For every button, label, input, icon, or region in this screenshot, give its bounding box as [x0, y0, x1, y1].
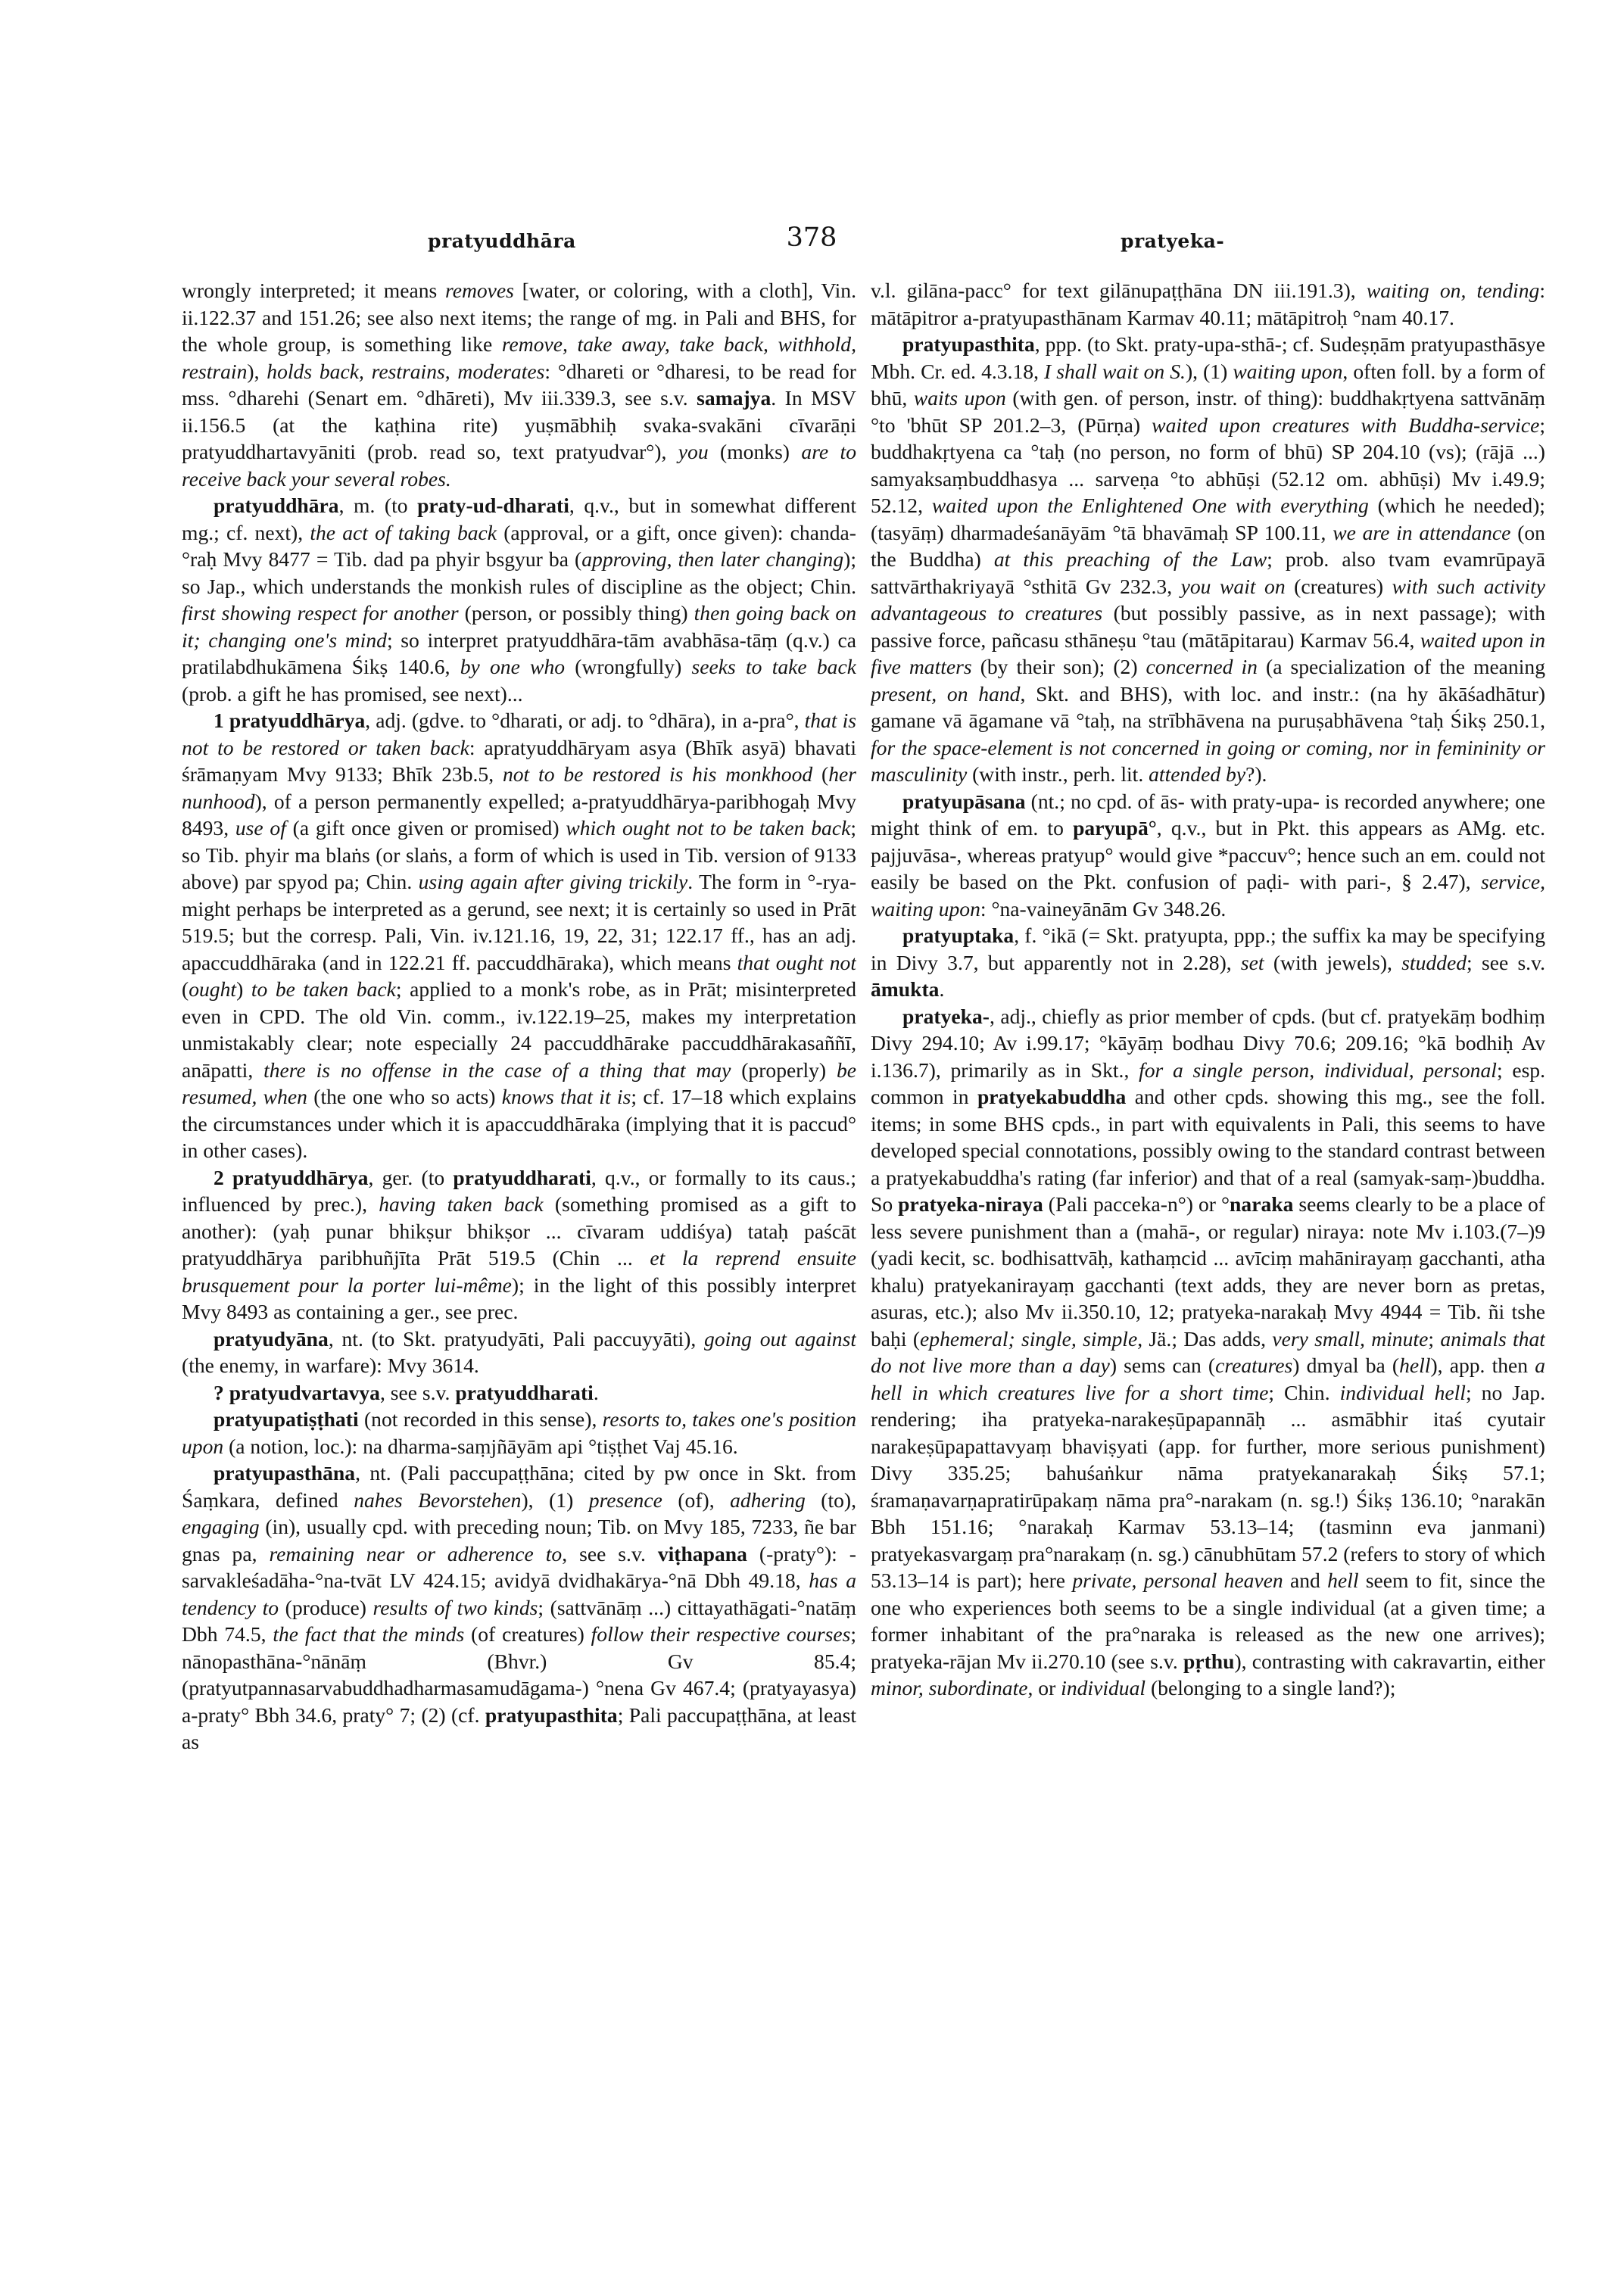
entry-continuation — [871, 277, 1545, 331]
gloss-italic: having taken back — [379, 1192, 544, 1216]
headword: pratyupāsana — [902, 789, 1026, 813]
gloss-italic: at this preaching of the Law — [993, 547, 1267, 571]
entry-text: , or — [1027, 1676, 1061, 1699]
entry-text: ) dmyal ba ( — [1292, 1354, 1400, 1377]
entry-text: (to), — [805, 1488, 856, 1512]
entry-text: (with jewels), — [1264, 950, 1402, 974]
gloss-italic: resorts to, takes one's position upon — [182, 1407, 856, 1458]
entry-text: , adj. (gdve. to °dharati, or adj. to °dhāra), in a-pra°, — [365, 709, 805, 732]
entry-text: , nt. (Pali paccupaṭṭhāna; cited by pw once in Skt. from Śaṃkara, defined — [182, 1461, 856, 1512]
gloss-italic: studded — [1401, 950, 1467, 974]
entry-text: , m. (to — [338, 494, 418, 517]
entry-text: ) — [236, 977, 251, 1001]
gloss-italic: waiting upon — [1233, 359, 1343, 383]
headword: samajya — [697, 386, 771, 410]
gloss-italic: using again after giving trickily — [418, 870, 688, 893]
entry-text: (not recorded in this sense), — [358, 1407, 603, 1431]
running-head-right: pratyeka- — [1121, 230, 1225, 252]
dictionary-entry — [182, 707, 856, 1164]
entry-text: , Skt. and BHS), with loc. and instr.: (na hy ākāśadhātur) gamane vā āgamane vā °taḥ, na strībhāvena na puruṣabhāvena °taḥ Śikṣ 250.1, — [871, 681, 1545, 732]
entry-text: (wrongfully) — [565, 655, 692, 678]
headword: 1 pratyuddhārya — [214, 709, 366, 732]
headword: pratyupasthita — [902, 332, 1035, 356]
headword: viṭhapana — [657, 1541, 747, 1566]
entry-text: , q.v., but in somewhat different mg.; cf. next), — [182, 494, 856, 544]
entry-text: (monks) — [708, 440, 802, 463]
dictionary-entry — [871, 1003, 1545, 1702]
gloss-italic: animals that do not live more than a day — [871, 1326, 1545, 1377]
entry-text: ; esp. common in — [871, 1058, 1545, 1108]
gloss-italic: nahes Bevorstehen — [354, 1488, 522, 1512]
entry-text: v.l. gilāna-pacc° for text gilānupaṭṭhāna DN iii.191.3), — [871, 279, 1367, 302]
gloss-italic: first showing respect for another — [182, 601, 459, 625]
gloss-italic: to be taken back — [251, 977, 396, 1001]
gloss-italic: very small, minute — [1272, 1326, 1429, 1351]
gloss-italic: knows that it is — [501, 1085, 631, 1108]
gloss-italic: holds back, restrains, moderates — [267, 359, 545, 383]
entry-text: ; so interpret pratyuddhāra-tām avabhāsa-tāṃ (q.v.) ca pratilabdhukāmena Śikṣ 140.6, — [182, 628, 856, 678]
entry-text: and other cpds. showing this mg., see the foll. items; in some BHS cpds., in part with equivalents in Pali, this seems to have developed special connotations, possibly owing to the standard contrast between a pratyekabuddha's rating (far inferior) and that of a real (samyak-saṃ-)buddha. So — [871, 1085, 1545, 1216]
entry-text: (produce) — [279, 1595, 373, 1619]
entry-text: ?). — [1245, 762, 1267, 786]
entry-text: (of), — [662, 1488, 731, 1512]
entry-text: ), — [247, 359, 267, 383]
gloss-italic: seeks to take back — [691, 655, 856, 678]
entry-text: , see s.v. — [562, 1541, 658, 1566]
gloss-italic: hell — [1327, 1569, 1359, 1592]
gloss-italic: for a single person, individual, personal — [1139, 1058, 1497, 1082]
entry-text: ), of a person permanently expelled; a-pratyuddhārya-paribhogaḥ Mvy 8493, — [182, 789, 856, 840]
dictionary-entry — [871, 922, 1545, 1003]
gloss-italic: present, on hand — [871, 681, 1021, 706]
entry-text: ( — [182, 977, 189, 1001]
gloss-italic: creatures — [1215, 1354, 1293, 1377]
dictionary-entry — [182, 1164, 856, 1326]
entry-text: : °na-vaineyānām Gv 348.26. — [980, 896, 1227, 921]
entry-text: , see s.v. — [379, 1380, 456, 1404]
gloss-italic: individual — [1061, 1676, 1146, 1699]
gloss-italic: which ought not to be taken back — [566, 816, 851, 840]
gloss-italic: et la reprend ensuite brusquement pour la porter lui-même — [182, 1246, 856, 1297]
gloss-italic: there is no offense in the case of a thing that may — [263, 1058, 731, 1082]
gloss-italic: presence — [588, 1488, 662, 1512]
entry-text: (a notion, loc.): na dharma-saṃjñāyām api °tiṣṭhet Vaj 45.16. — [223, 1434, 738, 1458]
gloss-italic: the fact that the minds — [273, 1622, 465, 1646]
gloss-italic: private, personal heaven — [1072, 1569, 1283, 1592]
entry-text: seem to fit, since the one who experiences both seems to be a single individual (at a given time; a former inhabitant of the pra°naraka is released as the new one arrives); pratyeka-rājan Mv ii.270.10 (see s.v. — [871, 1569, 1545, 1673]
entry-text: and — [1283, 1569, 1328, 1592]
entry-text: , often foll. by a form of bhū, — [871, 359, 1545, 410]
entry-text: ) sems can ( — [1109, 1354, 1216, 1377]
dictionary-entry — [182, 1379, 856, 1407]
gloss-italic: waits upon — [913, 386, 1006, 410]
entry-text: ), (1) — [521, 1488, 589, 1512]
entry-text: (-praty°): -sarvakleśadāha-°na-tvāt LV 424.15; avidyā dvidhakārya-°nā Dbh 49.18, — [182, 1541, 856, 1592]
entry-text: ; no Jap. rendering; iha pratyeka-narakeṣūpapannāḥ ... asmābhir itaś cyutair narakeṣūpapattavyaṃ bhaviṣyati (app. for further, more serious punishment) Divy 335.25; bahuśaṅkur nāma pratyekanarakaḥ Śikṣ 57.1; śramaṇavarṇapratirūpakaṃ nāma pra°-narakam (n. sg.!) Śikṣ 136.10; °narakān Bbh 151.16; °narakaḥ Karmav 53.13–14; (tasminn eva janmani) pratyekasvargaṃ pra°narakaṃ (n. sg.) cānubhūtam 57.2 (refers to story of which 53.13–14 is part); here — [871, 1380, 1545, 1592]
entry-text: (person, or possibly thing) — [458, 601, 694, 625]
headword: pratyupatiṣṭhati — [214, 1407, 359, 1431]
headword: paryupā° — [1073, 816, 1157, 840]
entry-text: (by their son); (2) — [971, 655, 1146, 678]
dictionary-entry — [871, 788, 1545, 923]
gloss-italic: then going back on it; changing one's mind — [182, 601, 856, 652]
gloss-italic: engaging — [182, 1515, 260, 1538]
headword: pratyuddharati — [455, 1380, 594, 1404]
entry-text: , ppp. (to Skt. praty-upa-sthā-; cf. Sudeṣṇām pratyupasthāsye Mbh. Cr. ed. 4.3.18, — [871, 332, 1545, 383]
dictionary-entry — [182, 1406, 856, 1460]
entry-text: (something promised as a gift to another): (yaḥ punar bhikṣur bhikṣor ... cīvaram uddiśya) tataḥ paścāt pratyuddhārya paribhuñjīta Prāt 519.5 (Chin ... — [182, 1192, 856, 1270]
entry-text: ; buddhakṛtyena ca °taḥ (no person, no form of bhū) SP 204.10 (vs); (rājā ...) samyaksaṃbuddhasya ... sarveṇa °to abhūṣi (52.12 om. abhūṣi) Mv i.49.9; 52.12, — [871, 413, 1545, 517]
gloss-italic: you wait on — [1180, 574, 1286, 598]
gloss-italic: for the space-element is not concerned in going or coming, nor in femininity or masculinity — [871, 735, 1545, 786]
entry-continuation — [182, 277, 856, 492]
entry-text: , q.v., but in Pkt. this appears as AMg. etc. pajjuvāsa-, whereas pratyup° would give *paccuv°; hence such an em. could not easily be based on the Pkt. confusion of paḍi- with pari-, § 2.47), — [871, 816, 1545, 893]
entry-text: ); in the light of this possibly interpret Mvy 8493 as containing a ger., see prec. — [182, 1273, 856, 1323]
entry-text: , adj., chiefly as prior member of cpds. (but cf. pratyekāṃ bodhiṃ Divy 294.10; Av i.99.17; °kāyāṃ bodhau Divy 70.6; 209.16; °kā bodhiḥ Av i.136.7), primarily as in Skt., — [871, 1004, 1545, 1082]
entry-text: wrongly interpreted; it means — [182, 279, 445, 302]
entry-text: seems clearly to be a place of less severe punishment than a (mahā-, or regular) niraya: note Mv i.103.(7–)9 (yadi kecit, sc. bodhisattvāḥ, kathaṃcid ... avīciṃ mahānirayaṃ gacchanti, atha khalu) pratyekanirayaṃ gacchanti (text adds, they are never born as pretas, asuras, etc.); also Mv ii.350.10, 12; pratyeka-narakaḥ Mvy 4944 = Tib. ñi tshe baḥi ( — [871, 1192, 1545, 1351]
entry-text: (of creatures) — [464, 1622, 591, 1646]
gloss-italic: use of — [235, 816, 286, 840]
gloss-italic: follow their respective courses — [591, 1622, 851, 1646]
gloss-italic: has a tendency to — [182, 1569, 856, 1619]
headword: naraka — [1230, 1192, 1294, 1216]
entry-text: (with gen. of person, instr. of thing): buddhakṛtyena sattvānāṃ °to 'bhūt SP 201.2–3, (Pūrṇa) — [871, 386, 1545, 437]
entry-text: (with instr., perh. lit. — [967, 762, 1149, 786]
entry-text: : °dhareti or °dharesi, to be read for mss. °dharehi (Senart em. °dhāreti), Mv iii.339.3, see s.v. — [182, 359, 856, 410]
gloss-italic: a hell in which creatures live for a short time — [871, 1354, 1545, 1404]
entry-text: ( — [812, 762, 829, 786]
gloss-italic: be resumed, when — [182, 1058, 856, 1108]
entry-text: , q.v., or formally to its caus.; influenced by prec.), — [182, 1165, 856, 1216]
gloss-italic: service, waiting upon — [871, 870, 1545, 921]
entry-text: ; prob. also tvam evamrūpayā sattvārthakriyayā °sthitā Gv 232.3, — [871, 547, 1545, 598]
headword: pratyudyāna — [214, 1326, 329, 1351]
gloss-italic: you — [678, 440, 709, 463]
entry-text: , Jä.; Das adds, — [1137, 1326, 1273, 1351]
entry-text: . — [939, 977, 945, 1001]
gloss-italic: adhering — [730, 1488, 806, 1512]
running-head-left: pratyuddhāra — [428, 230, 576, 252]
entry-text: (a gift once given or promised) — [285, 816, 566, 840]
page-number: 378 — [786, 223, 837, 253]
dictionary-entry — [182, 492, 856, 707]
gloss-italic: that ought not — [737, 950, 856, 974]
entry-text: ), contrasting with cakravartin, either — [1234, 1649, 1545, 1673]
entry-text: (on the Buddha) — [871, 520, 1545, 571]
headword: pratyuptaka — [902, 924, 1015, 947]
gloss-italic: we are in attendance — [1333, 520, 1511, 544]
entry-text: ; Chin. — [1268, 1380, 1340, 1404]
entry-text: (Pali pacceka-n°) or ° — [1043, 1192, 1230, 1216]
entry-text: ; see s.v. — [1467, 950, 1545, 974]
entry-text: . In MSV ii.156.5 (at the kaṭhina rite) yuṣmābhiḥ svaka-svakāni cīvarāṇi pratyuddhartavyāniti (prob. read so, text pratyudvar°), — [182, 386, 856, 463]
entry-text: . The form in °-rya- might perhaps be interpreted as a gerund, see next; it is certainly so used in Prāt 519.5; but the corresp. Pali, Vin. iv.121.16, 19, 22, 31; 122.17 ff., has an adj. apaccuddhāraka (and in 122.21 ff. paccuddhāraka), which means — [182, 870, 856, 974]
right-column — [871, 277, 1545, 2249]
gloss-italic: that is not to be restored or taken back — [182, 709, 856, 759]
entry-text: : apratyuddhāryam asya (Bhīk asyā) bhavati śrāmaṇyam Mvy 9133; Bhīk 23b.5, — [182, 735, 856, 786]
entry-text: [water, or coloring, with a cloth], Vin. ii.122.37 and 151.26; see also next items; the range of mg. in Pali and BHS, for the whole group, is something like — [182, 279, 856, 356]
gloss-italic: minor, subordinate — [871, 1676, 1028, 1699]
entry-text: ; — [1428, 1326, 1441, 1351]
headword: pratyupasthāna — [214, 1461, 356, 1485]
entry-text: , ger. (to — [368, 1165, 454, 1189]
entry-text: (approval, or a gift, once given): chanda-°raḥ Mvy 8477 = Tib. dad pa phyir bsgyur ba ( — [182, 520, 856, 571]
gloss-italic: waited upon creatures with Buddha-service — [1152, 413, 1540, 437]
gloss-italic: are to receive back your several robes. — [182, 440, 856, 491]
entry-text: (but possibly passive, as in next passage); with passive force, pañcasu sthāneṣu °tau (mātāpitarau) Karmav 56.4, — [871, 601, 1545, 652]
gloss-italic: waiting on, tending — [1366, 279, 1540, 302]
dictionary-entry — [182, 1326, 856, 1379]
entry-text: , nt. (to Skt. pratyudyāti, Pali paccuyyāti), — [328, 1326, 705, 1351]
entry-text: ); so Jap., which understands the monkish rules of discipline as the object; Chin. — [182, 547, 856, 598]
dictionary-entry — [182, 1460, 856, 1756]
headword: āmukta — [871, 977, 940, 1001]
gloss-italic: waited upon in five matters — [871, 628, 1545, 678]
dictionary-entry — [871, 331, 1545, 788]
gloss-italic: remaining near or adherence to — [269, 1541, 563, 1566]
entry-text: : mātāpitror a-pratyupasthānam Karmav 40.11; mātāpitroḥ °nam 40.17. — [871, 279, 1545, 329]
entry-text: ; so Tib. phyir ma blaṅs (or slaṅs, a form of which is used in Tib. version of 9133 above) par spyod pa; Chin. — [182, 816, 856, 893]
gloss-italic: remove, take away, take back, withhold, restrain — [182, 332, 856, 383]
gloss-italic: ephemeral; single, simple — [920, 1326, 1138, 1351]
headword: praty-ud-dharati — [417, 494, 569, 517]
entry-text: , f. °ikā (= Skt. pratyupta, ppp.; the suffix ka may be specifying in Divy 3.7, but apparently not in 2.28), — [871, 924, 1545, 974]
gloss-italic: by one who — [460, 655, 566, 678]
entry-text: (creatures) — [1285, 574, 1392, 598]
left-column — [182, 277, 856, 2249]
gloss-italic: hell — [1399, 1354, 1431, 1377]
entry-text: ; nānopasthāna-°nānāṃ (Bhvr.) Gv 85.4; (pratyutpannasarvabuddhadharmasamudāgama-) °nena Gv 467.4; (pratyayasya) a-praty° Bbh 34.6, praty° 7; (2) (cf. — [182, 1622, 856, 1727]
entry-text: (which he needed); (tasyāṃ) dharmadeśanāyām °tā bhavāmaḥ SP 100.11, — [871, 494, 1545, 544]
entry-text: (the one who so acts) — [307, 1085, 502, 1108]
gloss-italic: individual hell — [1339, 1380, 1466, 1404]
headword: pratyuddhāra — [214, 494, 339, 517]
gloss-italic: set — [1240, 950, 1264, 974]
gloss-italic: going out against — [704, 1326, 856, 1351]
entry-text: ; cf. 17–18 which explains the circumstances under which it is apaccuddhāraka (implying that it is paccud° in other cases). — [182, 1085, 856, 1162]
gloss-italic: ought — [189, 977, 237, 1001]
headword: pratyekabuddha — [977, 1085, 1127, 1108]
entry-text: ; Pali paccupaṭṭhāna, at least as — [182, 1703, 856, 1753]
headword: 2 pratyuddhārya — [214, 1165, 369, 1189]
gloss-italic: results of two kinds — [372, 1595, 538, 1619]
gloss-italic: attended by — [1149, 762, 1246, 786]
gloss-italic: I shall wait on S. — [1044, 359, 1186, 383]
headword: pratyuddharati — [453, 1165, 591, 1189]
entry-text: (the enemy, in warfare): Mvy 3614. — [182, 1354, 479, 1377]
gloss-italic: concerned in — [1146, 655, 1258, 678]
gloss-italic: her nunhood — [182, 762, 856, 813]
entry-text: (belonging to a single land?); — [1146, 1676, 1396, 1699]
gloss-italic: not to be restored is his monkhood — [502, 762, 813, 786]
entry-text: ), app. then — [1430, 1354, 1535, 1377]
entry-text: (a specialization of the meaning — [1257, 655, 1545, 678]
headword: pṛthu — [1183, 1649, 1235, 1673]
entry-text: (properly) — [731, 1058, 837, 1082]
gloss-italic: with such activity advantageous to creatures — [871, 574, 1545, 625]
entry-text: . — [593, 1380, 599, 1404]
headword: pratyeka-niraya — [898, 1192, 1043, 1216]
entry-text: ), (1) — [1185, 359, 1233, 383]
entry-text: (in), usually cpd. with preceding noun; Tib. on Mvy 185, 7233, ñe bar gnas pa, — [182, 1515, 856, 1566]
entry-text: ; (sattvānāṃ ...) cittayathāgati-°natāṃ Dbh 74.5, — [182, 1595, 856, 1646]
headword: pratyeka- — [902, 1004, 990, 1028]
entry-text: (nt.; no cpd. of ās- with praty-upa- is recorded anywhere; one might think of em. to — [871, 789, 1545, 840]
headword: pratyupasthita — [485, 1703, 618, 1727]
headword: ? pratyudvartavya — [214, 1380, 380, 1404]
entry-text: ; applied to a monk's robe, as in Prāt; misinterpreted even in CPD. The old Vin. comm., iv.122.19–25, makes my interpretation unmistakably clear; note especially 24 paccuddhārake paccuddhārakasaññī, anāpatti, — [182, 977, 856, 1082]
gloss-italic: waited upon the Enlightened One with everything — [931, 494, 1369, 517]
entry-text: (prob. a gift he has promised, see next)... — [182, 681, 523, 706]
gloss-italic: removes — [445, 279, 514, 302]
gloss-italic: approving, then later changing — [581, 547, 844, 571]
gloss-italic: the act of taking back — [310, 520, 497, 544]
